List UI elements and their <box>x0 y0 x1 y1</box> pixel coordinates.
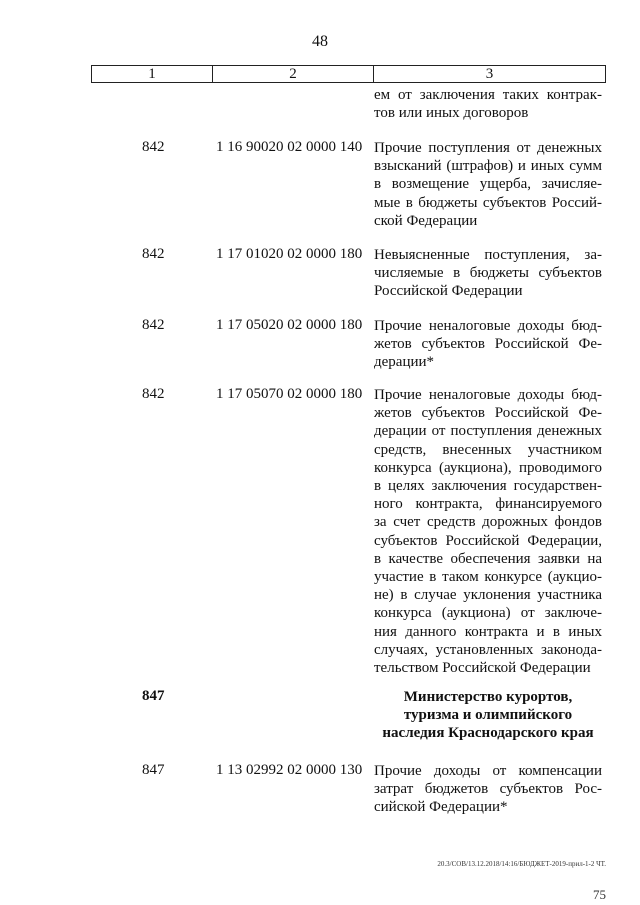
admin-code: 847 <box>142 688 165 704</box>
text-line: жетов субъектов Российской Фе- <box>374 405 602 422</box>
row-description <box>374 317 602 372</box>
column-header-3: 3 <box>485 66 494 82</box>
text-line: затрат бюджетов субъектов Рос- <box>374 781 602 798</box>
column-header-2: 2 <box>213 66 374 82</box>
text-line: тов или иных договоров <box>374 105 529 122</box>
row-description <box>374 139 602 230</box>
text-line: взысканий (штрафов) и иных сумм <box>374 158 602 175</box>
admin-code: 847 <box>142 762 165 778</box>
text-line: случаях, установленных законода- <box>374 641 602 658</box>
text-line: не) в случае уклонения участника <box>374 587 602 604</box>
text-line: Российской Федерации <box>374 283 523 300</box>
text-line: в возмещение ущерба, зачисляе- <box>374 176 602 193</box>
text-line: участие в таком конкурсе (аукцио- <box>374 569 602 586</box>
column-header-row <box>91 65 606 83</box>
text-line: тельством Российской Федерации <box>374 660 591 677</box>
kbk-code: 1 17 05020 02 0000 180 <box>216 317 363 333</box>
text-line: ем от заключения таких контрак- <box>374 87 602 103</box>
row-description <box>374 386 602 677</box>
document-footer-code: 20.3/СОВ/13.12.2018/14:16/БЮДЖЕТ-2019-прил-1-2 ЧТ. <box>437 860 606 868</box>
text-line: в качестве обеспечения заявки на <box>374 550 602 567</box>
text-line: Невыясненные поступления, за- <box>374 247 602 263</box>
text-line: жетов субъектов Российской Фе- <box>374 336 602 353</box>
text-line: числяемые в бюджеты субъектов <box>374 265 602 282</box>
text-line: конкурса (аукциона) от заключе- <box>374 605 602 622</box>
kbk-code: 1 17 05070 02 0000 180 <box>216 386 363 402</box>
kbk-code: 1 17 01020 02 0000 180 <box>216 246 363 262</box>
corner-number: 75 <box>593 887 606 902</box>
admin-code: 842 <box>142 317 165 333</box>
text-line: Прочие неналоговые доходы бюд- <box>374 318 602 334</box>
text-line: мые в бюджеты субъектов Россий- <box>374 194 602 211</box>
row-description <box>374 246 602 301</box>
admin-code: 842 <box>142 246 165 262</box>
text-line: ного контракта, финансируемого <box>374 496 602 513</box>
text-line: ской Федерации <box>374 212 478 229</box>
text-line: конкурса (аукциона), проводимого <box>374 459 602 476</box>
text-line: Прочие поступления от денежных <box>374 140 602 156</box>
text-line: ния данного контракта и в иных <box>374 623 602 640</box>
text-line: Министерство курортов, <box>403 689 573 705</box>
admin-code: 842 <box>142 139 165 155</box>
text-line: дерации от поступления денежных <box>374 423 602 440</box>
text-line: Прочие доходы от компенсации <box>374 763 602 779</box>
text-line: дерации* <box>374 354 435 371</box>
text-line: туризма и олимпийского <box>403 707 573 724</box>
admin-code: 842 <box>142 386 165 402</box>
text-line: средств, внесенных участником <box>374 441 602 458</box>
text-line: наследия Краснодарского края <box>382 725 594 742</box>
ministry-title <box>374 688 602 743</box>
text-line: сийской Федерации* <box>374 799 508 816</box>
continuation-text <box>374 86 602 122</box>
text-line: в целях заключения государствен- <box>374 478 602 495</box>
page-number: 48 <box>312 33 328 50</box>
text-line: Прочие неналоговые доходы бюд- <box>374 387 602 403</box>
kbk-code: 1 13 02992 02 0000 130 <box>216 762 363 778</box>
text-line: за счет средств дорожных фондов <box>374 514 602 531</box>
kbk-code: 1 16 90020 02 0000 140 <box>216 139 363 155</box>
text-line: субъектов Российской Федерации, <box>374 532 602 549</box>
column-header-1: 1 <box>92 66 213 82</box>
row-description <box>374 762 602 817</box>
